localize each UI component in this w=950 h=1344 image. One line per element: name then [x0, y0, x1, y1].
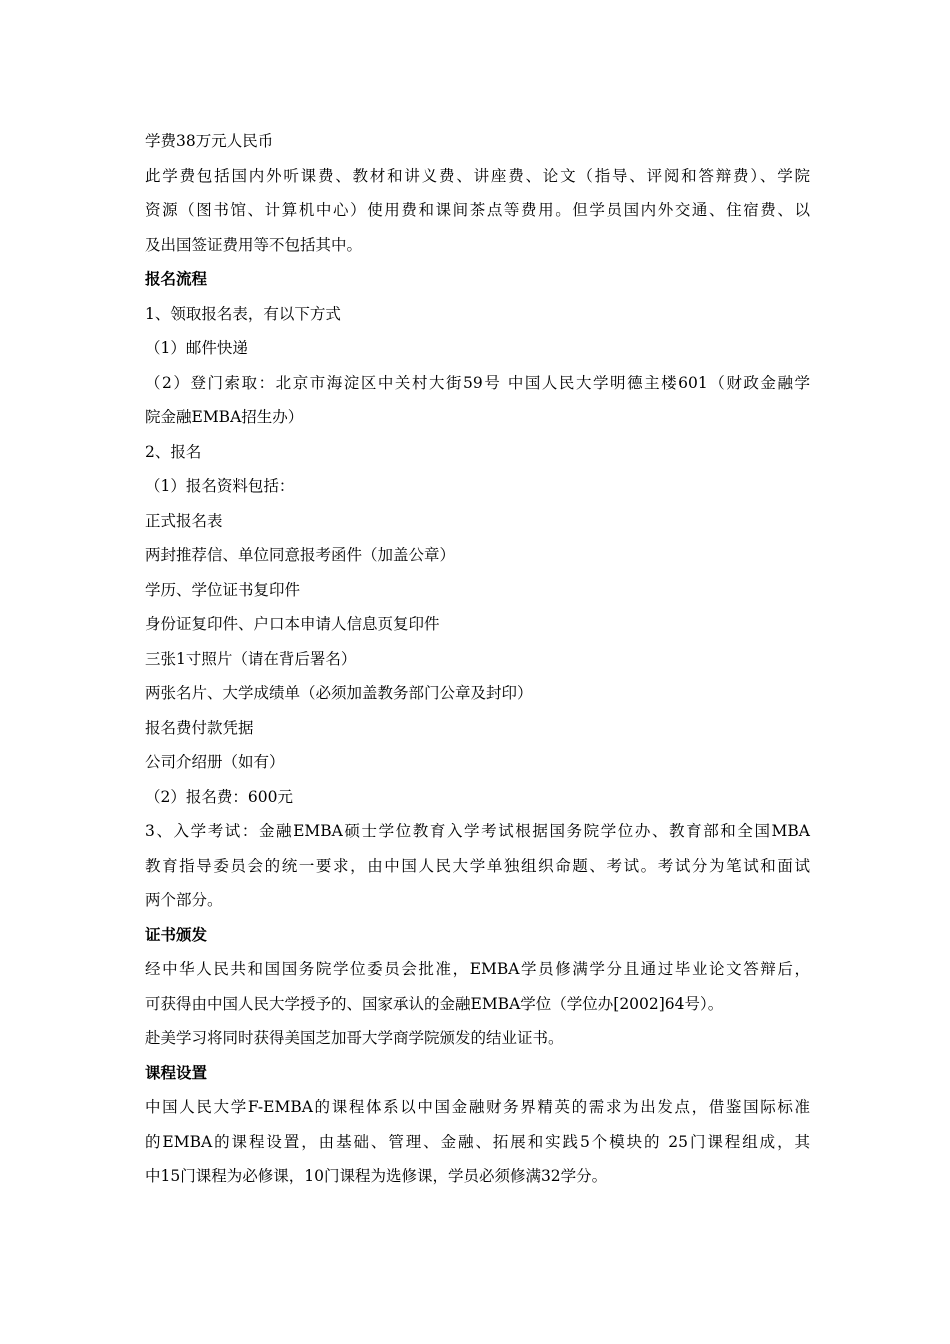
registration-material-item: 报名费付款凭据 [145, 718, 254, 737]
section-heading-certificate: 证书颁发 [145, 925, 208, 944]
registration-fee: （2）报名费：600元 [145, 787, 293, 806]
registration-materials-title: （1）报名资料包括： [145, 477, 295, 495]
tuition-fee: 学费38万元人民币 [145, 132, 274, 150]
tuition-details-line: 及出国签证费用等不包括其中。 [145, 235, 363, 254]
registration-material-item: 正式报名表 [145, 511, 223, 530]
registration-material-item: 身份证复印件、户口本申请人信息页复印件 [145, 615, 440, 633]
registration-step1-option2-line: （2）登门索取：北京市海淀区中关村大街59号 中国人民大学明德主楼601（财政金融学 [145, 373, 810, 392]
registration-step3-line: 3、入学考试：金融EMBA硕士学位教育入学考试根据国务院学位办、教育部和全国MBA [145, 822, 810, 840]
registration-material-item: 两张名片、大学成绩单（必须加盖教务部门公章及封印） [145, 684, 533, 702]
document-page [145, 124, 810, 1194]
registration-step2-title: 2、报名 [145, 442, 202, 461]
certificate-line: 经中华人民共和国国务院学位委员会批准，EMBA学员修满学分且通过毕业论文答辩后， [145, 960, 810, 978]
curriculum-line: 的EMBA的课程设置，由基础、管理、金融、拓展和实践5个模块的 25门课程组成，其 [145, 1132, 810, 1151]
registration-step1-option2-line: 院金融EMBA招生办） [145, 408, 304, 426]
registration-material-item: 公司介绍册（如有） [145, 753, 285, 771]
curriculum-line: 中15门课程为必修课，10门课程为选修课，学员必须修满32学分。 [145, 1167, 608, 1185]
registration-step1-title: 1、领取报名表，有以下方式 [145, 304, 341, 323]
section-heading-curriculum: 课程设置 [145, 1063, 208, 1082]
registration-material-item: 学历、学位证书复印件 [145, 580, 301, 599]
registration-step3-line: 教育指导委员会的统一要求，由中国人民大学单独组织命题、考试。考试分为笔试和面试 [145, 856, 810, 875]
registration-material-item: 两封推荐信、单位同意报考函件（加盖公章） [145, 546, 456, 564]
certificate-line: 赴美学习将同时获得美国芝加哥大学商学院颁发的结业证书。 [145, 1029, 564, 1047]
section-heading-registration: 报名流程 [145, 270, 208, 288]
tuition-details-line: 此学费包括国内外听课费、教材和讲义费、讲座费、论文（指导、评阅和答辩费）、学院 [145, 166, 810, 185]
registration-step1-option1: （1）邮件快递 [145, 339, 248, 357]
registration-material-item: 三张1寸照片（请在背后署名） [145, 649, 357, 668]
tuition-details-line: 资源（图书馆、计算机中心）使用费和课间茶点等费用。但学员国内外交通、住宿费、以 [145, 201, 810, 219]
certificate-line: 可获得由中国人民大学授予的、国家承认的金融EMBA学位（学位办[2002]64号）。 [145, 994, 724, 1013]
registration-step3-line: 两个部分。 [145, 891, 223, 909]
curriculum-line: 中国人民大学F-EMBA的课程体系以中国金融财务界精英的需求为出发点，借鉴国际标准 [145, 1098, 810, 1116]
